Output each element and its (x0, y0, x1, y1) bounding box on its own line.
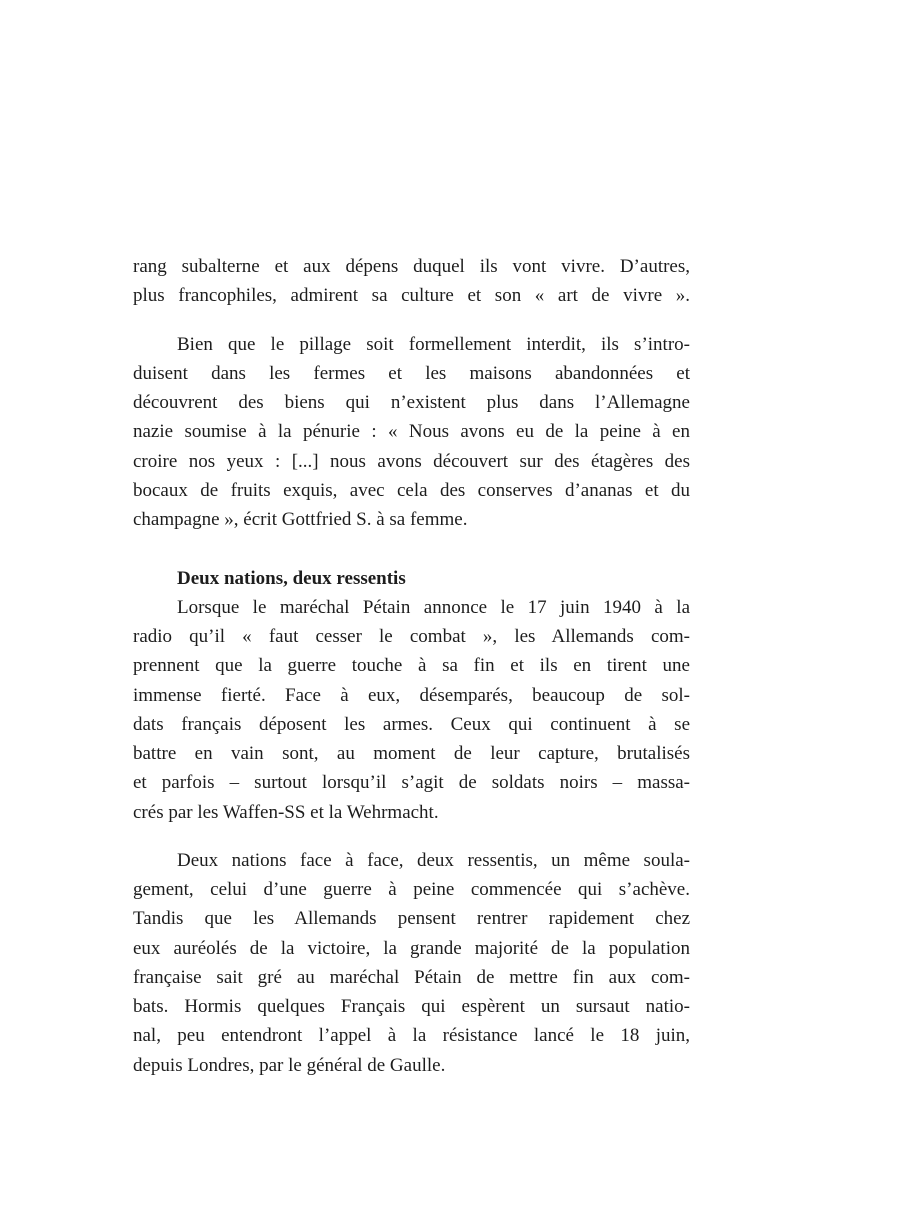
text-line: bats. Hormis quelques Français qui espèrent un sursaut natio- (133, 996, 690, 1017)
text-line: plus francophiles, admirent sa culture et son « art de vivre ». (133, 285, 690, 307)
text-line: duisent dans les fermes et les maisons abandonnées et (133, 362, 690, 384)
text-line: champagne », écrit Gottfried S. à sa femme. (133, 509, 468, 530)
text-line: crés par les Waffen-SS et la Wehrmacht. (133, 801, 439, 823)
text-line: battre en vain sont, au moment de leur capture, brutalisés (133, 743, 690, 764)
text-block (133, 252, 690, 1099)
text-line: gement, celui d’une guerre à peine commencée qui s’achève. (133, 879, 690, 900)
text-line: Bien que le pillage soit formellement interdit, ils s’intro- (177, 333, 690, 355)
text-line: découvrent des biens qui n’existent plus dans l’Allemagne (133, 392, 690, 413)
text-line: prennent que la guerre touche à sa fin et ils en tirent une (133, 655, 690, 677)
text-line: française sait gré au maréchal Pétain de mettre fin aux com- (133, 966, 690, 988)
text-line: eux auréolés de la victoire, la grande majorité de la population (133, 937, 690, 959)
text-line: bocaux de fruits exquis, avec cela des conserves d’ananas et du (133, 479, 690, 501)
text-line: Lorsque le maréchal Pétain annonce le 17 juin 1940 à la (177, 596, 690, 618)
text-line: immense fierté. Face à eux, désemparés, beaucoup de sol- (133, 684, 690, 706)
text-line: et parfois – surtout lorsqu’il s’agit de soldats noirs – massa- (133, 772, 690, 794)
section-heading: Deux nations, deux ressentis (177, 567, 406, 589)
text-line: radio qu’il « faut cesser le combat », les Allemands com- (133, 626, 690, 647)
text-line: depuis Londres, par le général de Gaulle. (133, 1054, 446, 1076)
text-line: rang subalterne et aux dépens duquel ils vont vivre. D’autres, (133, 256, 690, 277)
text-line: nal, peu entendront l’appel à la résistance lancé le 18 juin, (133, 1025, 690, 1047)
text-line: Tandis que les Allemands pensent rentrer rapidement chez (133, 908, 690, 930)
text-line: nazie soumise à la pénurie : « Nous avons eu de la peine à en (133, 421, 690, 443)
text-line: Deux nations face à face, deux ressentis, un même soula- (177, 849, 690, 871)
text-line: croire nos yeux : [...] nous avons découvert sur des étagères des (133, 450, 690, 472)
text-line: dats français déposent les armes. Ceux qui continuent à se (133, 713, 690, 735)
